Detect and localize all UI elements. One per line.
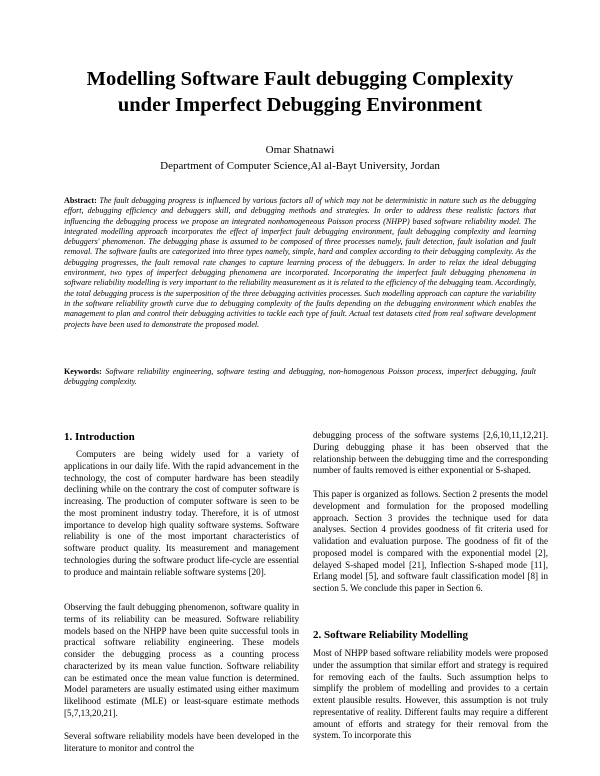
keywords-label: Keywords: bbox=[64, 367, 102, 376]
section-2-heading: 2. Software Reliability Modelling bbox=[313, 629, 469, 641]
title-line-2: under Imperfect Debugging Environment bbox=[117, 94, 483, 116]
section-1-heading: 1. Introduction bbox=[64, 431, 135, 443]
section-1-paragraph-2: Observing the fault debugging phenomenon, software quality in terms of its reliability can be measured. Software reliability models based on the NHPP have been quite successful tools in practical software reliability engineering. These models consider the debugging process as a counting process characterized by its mean value function. Software reliability can be estimated once the mean value function is determined. Model parameters are usually estimated using either maximum likelihood estimate (MLE) or least-square estimate methods [5,7,13,20,21]. bbox=[64, 602, 299, 718]
abstract-text: The fault debugging progress is influenced by various factors all of which may not be deterministic in nature such as the debugging effort, debugging efficiency and debuggers skill, and debugging methods and strategies. In order to address these realistic factors that influencing the debugging process we propose an integrated nonhomogeneous Poisson process (NHPP) based software reliability model. The integrated modelling approach incorporates the effect of imperfect fault debugging environment, fault debugging complexity and learning debuggers' phenomenon. The debugging phase is assumed to be composed of three processes namely, fault detection, fault isolation and fault removal. The software faults are categorized into three types namely, simple, hard and complex according to their debugging complexity. As the debugging progresses, the fault removal rate changes to capture learning process of the debuggers. In order to relax the ideal debugging environment, two types of imperfect debugging phenomena are incorporated. Incorporating the imperfect fault debugging phenomena in software reliability modelling is very important to the reliability measurement as it is related to the efficiency of the debugging team. Accordingly, the total debugging process is the superposition of the three debugging activities processes. Such modelling approach can capture the variability in the software reliability growth curve due to debugging complexity of the faults depending on the debugging environment which enables the management to plan and control their debugging activities to tackle each type of fault. Actual test datasets cited from real software development projects have been used to demonstrate the proposed model. bbox=[64, 196, 536, 329]
author-affiliation: Department of Computer Science,Al al-Bayt University, Jordan bbox=[160, 160, 440, 172]
title-line-1: Modelling Software Fault debugging Complexity bbox=[86, 68, 514, 90]
section-1-paragraph-1: Computers are being widely used for a variety of applications in our daily life. With the rapid advancement in the technology, the cost of computer hardware has been steadily declining while on the contrary the cost of computer software is increasing. The production of computer software is seen to be the most prominent industry today. Therefore, it is of utmost importance to develop high quality software systems. Software reliability is one of the most important characteristics of software product quality. Its measurement and management technologies during the software product life-cycle are essential to produce and maintain reliable software systems [20]. bbox=[64, 449, 299, 577]
abstract-label: Abstract: bbox=[64, 196, 97, 205]
section-2-paragraph-1: Most of NHPP based software reliability models were proposed under the assumption that similar effort and strategy is required for removing each of the faults. Such assumption helps to simplify the problem of modelling and provides to a certain extent plausible results. However, this assumption is not truly representative of reality. Different faults may require a different amount of efforts and strategy for their removal from the system. To incorporate this bbox=[313, 648, 548, 741]
abstract bbox=[64, 196, 536, 330]
section-1-paragraph-4: This paper is organized as follows. Section 2 presents the model development and formulation for the proposed modelling approach. Section 3 provides the technique used for data analyses. Section 4 provides goodness of fit criteria used for validation and evaluation purpose. The goodness of fit of the proposed model is compared with the exponential model [2], delayed S-shaped model [21], Inflection S-shaped mode [11], Erlang model [5], and software fault classification model [8] in section 5. We conclude this paper in Section 6. bbox=[313, 489, 548, 593]
keywords bbox=[64, 367, 536, 388]
section-1-paragraph-3-continued: debugging process of the software systems [2,6,10,11,12,21]. During debugging phase it has been observed that the relationship between the debugging time and the corresponding number of faults removed is either exponential or S-shaped. bbox=[313, 430, 548, 476]
keywords-text: Software reliability engineering, software testing and debugging, non-homogenous Poisson process, imperfect debugging, fault debugging complexity. bbox=[64, 367, 536, 387]
author-name: Omar Shatnawi bbox=[265, 144, 335, 156]
paper-title bbox=[60, 66, 540, 118]
section-1-paragraph-3: Several software reliability models have been developed in the literature to monitor and control the bbox=[64, 731, 299, 753]
